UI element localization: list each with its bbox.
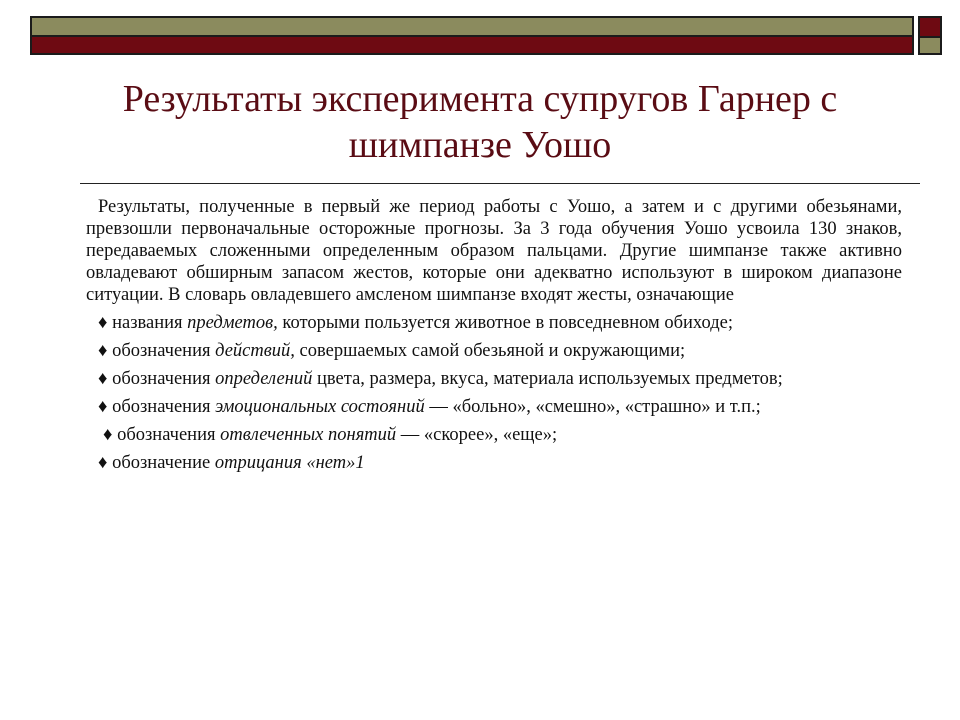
bullet-text: обозначение xyxy=(112,453,211,473)
bullet-text: цвета, размера, вкуса, материала используемых предметов; xyxy=(317,369,783,389)
list-item xyxy=(86,424,902,446)
bullet-text: обозначения xyxy=(112,341,211,361)
list-item xyxy=(86,340,902,362)
bullet-emphasis: определений xyxy=(215,369,313,389)
intro-paragraph: Результаты, полученные в первый же период работы с Уошо, а затем и с другими обезьянами, превзошли первоначальные осторожные прогнозы. За 3 года обучения Уошо усвоила 130 знаков, передаваемых сложенными определенным образом пальцами. Другие шимпанзе также активно овладевают обширным запасом жестов, которые они адекватно используют в широком диапазоне ситуации. В словарь овладевшего амсленом шимпанзе входят жесты, означающие xyxy=(86,197,902,305)
title-divider xyxy=(80,183,920,184)
bullet-emphasis: действий, xyxy=(215,341,295,361)
list-item xyxy=(86,452,902,474)
bullet-text: названия xyxy=(112,313,183,333)
bullet-text: которыми пользуется животное в повседневном обиходе; xyxy=(282,313,733,333)
header-band-olive xyxy=(30,16,914,37)
bullet-emphasis: отвлеченных понятий xyxy=(220,425,397,445)
bullet-emphasis: предметов, xyxy=(187,313,278,333)
bullet-text: — «больно», «смешно», «страшно» и т.п.; xyxy=(429,397,761,417)
bullet-text: обозначения xyxy=(117,425,216,445)
list-item xyxy=(86,368,902,390)
header-square-olive xyxy=(918,38,942,55)
diamond-icon: ♦ xyxy=(98,453,108,473)
bullet-text: совершаемых самой обезьяной и окружающими; xyxy=(299,341,686,361)
bullet-text: — «скорее», «еще»; xyxy=(400,425,558,445)
diamond-icon: ♦ xyxy=(103,425,113,445)
diamond-icon: ♦ xyxy=(98,397,108,417)
slide-title xyxy=(40,76,920,168)
header-band-red xyxy=(30,37,914,55)
slide-body xyxy=(86,196,902,474)
slide-title-line2: шимпанзе Уошо xyxy=(348,124,612,166)
diamond-icon: ♦ xyxy=(98,313,108,333)
bullet-text: обозначения xyxy=(112,369,211,389)
list-item xyxy=(86,312,902,334)
diamond-icon: ♦ xyxy=(98,341,108,361)
slide-title-line1: Результаты эксперимента супругов Гарнер с xyxy=(122,78,838,120)
bullet-text: обозначения xyxy=(112,397,211,417)
bullet-emphasis: отрицания «нет»1 xyxy=(214,453,365,473)
diamond-icon: ♦ xyxy=(98,369,108,389)
header-square-red xyxy=(918,16,942,38)
bullet-emphasis: эмоциональных состояний xyxy=(215,397,425,417)
list-item xyxy=(86,396,902,418)
